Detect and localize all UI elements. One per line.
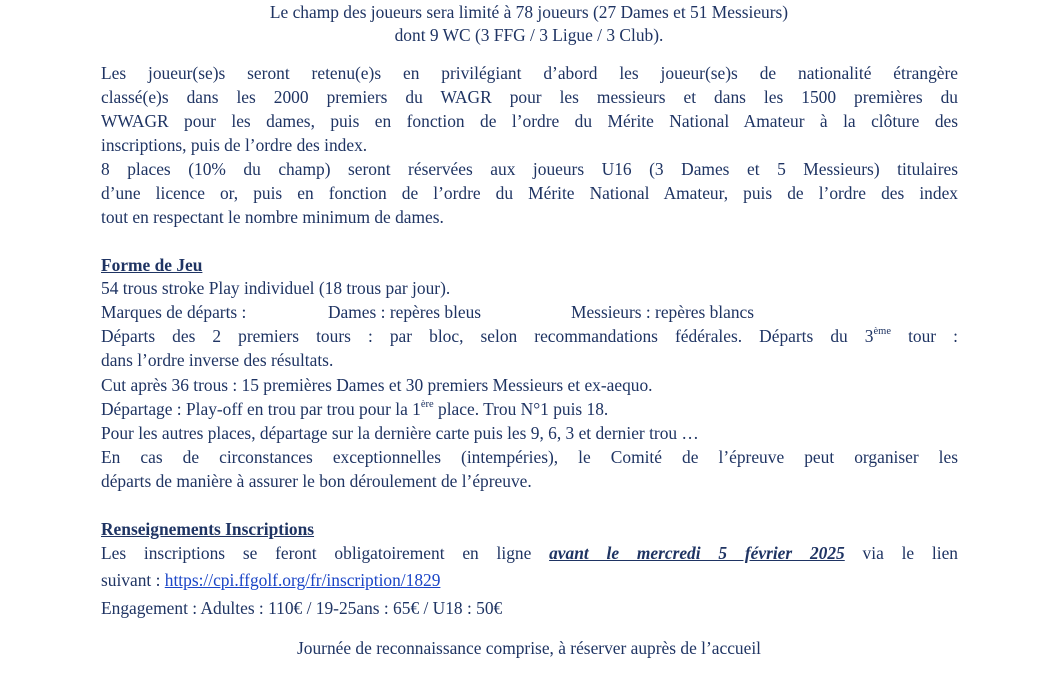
selection-line-3: WWAGR pour les dames, puis en fonction de l’ordre du Mérite National Amateur à la clôture des [101, 111, 958, 131]
selection-line-4: inscriptions, puis de l’ordre des index. [101, 135, 368, 155]
marques-messieurs: Messieurs : repères blancs [571, 302, 755, 322]
selection-line-1: Les joueur(se)s seront retenu(e)s en privilégiant d’abord les joueur(se)s de nationalité étrangère [101, 63, 958, 83]
departage-text-a: Départage : Play-off en trou par trou pour la 1 [101, 399, 421, 419]
circonstances-line-1: En cas de circonstances exceptionnelles (intempéries), le Comité de l’épreuve peut organiser les [101, 447, 958, 467]
selection-line-6: d’une licence or, puis en fonction de l’ordre du Mérite National Amateur, puis de l’ordre des index [101, 183, 958, 203]
footer-note: Journée de reconnaissance comprise, à réserver auprès de l’accueil [297, 638, 761, 658]
autres-places-line: Pour les autres places, départage sur la dernière carte puis les 9, 6, 3 et dernier trou … [101, 423, 699, 443]
departs-text-a: Départs des 2 premiers tours : par bloc, selon recommandations fédérales. Départs du 3 [101, 326, 874, 346]
inscriptions-text-b: via le lien [844, 543, 958, 563]
departs-superscript: ème [873, 326, 891, 337]
forme-stroke-line: 54 trous stroke Play individuel (18 trous par jour). [101, 278, 451, 298]
departage-superscript: ère [420, 399, 434, 410]
deadline-text: avant le mercredi 5 février 2025 [549, 543, 845, 563]
marques-dames: Dames : repères bleus [328, 302, 482, 322]
selection-line-7: tout en respectant le nombre minimum de dames. [101, 207, 444, 227]
departs-text-b: tour : [891, 326, 958, 346]
intro-line-2: dont 9 WC (3 FFG / 3 Ligue / 3 Club). [394, 25, 664, 45]
engagement-line: Engagement : Adultes : 110€ / 19-25ans : 65€ / U18 : 50€ [101, 598, 503, 618]
inscriptions-heading: Renseignements Inscriptions [101, 519, 315, 539]
circonstances-line-2: départs de manière à assurer le bon déroulement de l’épreuve. [101, 471, 532, 491]
link-label: suivant : [101, 570, 165, 590]
inscriptions-text-a: Les inscriptions se feront obligatoirement en ligne [101, 543, 550, 563]
departage-line [101, 398, 608, 420]
cut-line: Cut après 36 trous : 15 premières Dames et 30 premiers Messieurs et ex-aequo. [101, 375, 653, 395]
inscriptions-line-2 [101, 569, 440, 591]
departs-line-1 [101, 325, 958, 347]
selection-line-5: 8 places (10% du champ) seront réservées aux joueurs U16 (3 Dames et 5 Messieurs) titulaires [101, 159, 958, 179]
departage-text-b: place. Trou N°1 puis 18. [433, 399, 609, 419]
intro-line-1: Le champ des joueurs sera limité à 78 joueurs (27 Dames et 51 Messieurs) [269, 2, 789, 22]
inscriptions-line-1 [101, 542, 958, 564]
departs-line-2: dans l’ordre inverse des résultats. [101, 350, 334, 370]
forme-heading: Forme de Jeu [101, 255, 203, 275]
marques-label: Marques de départs : [101, 302, 247, 322]
inscription-link[interactable]: https://cpi.ffgolf.org/fr/inscription/1829 [164, 570, 441, 590]
selection-line-2: classé(e)s dans les 2000 premiers du WAGR pour les messieurs et dans les 1500 premières du [101, 87, 958, 107]
